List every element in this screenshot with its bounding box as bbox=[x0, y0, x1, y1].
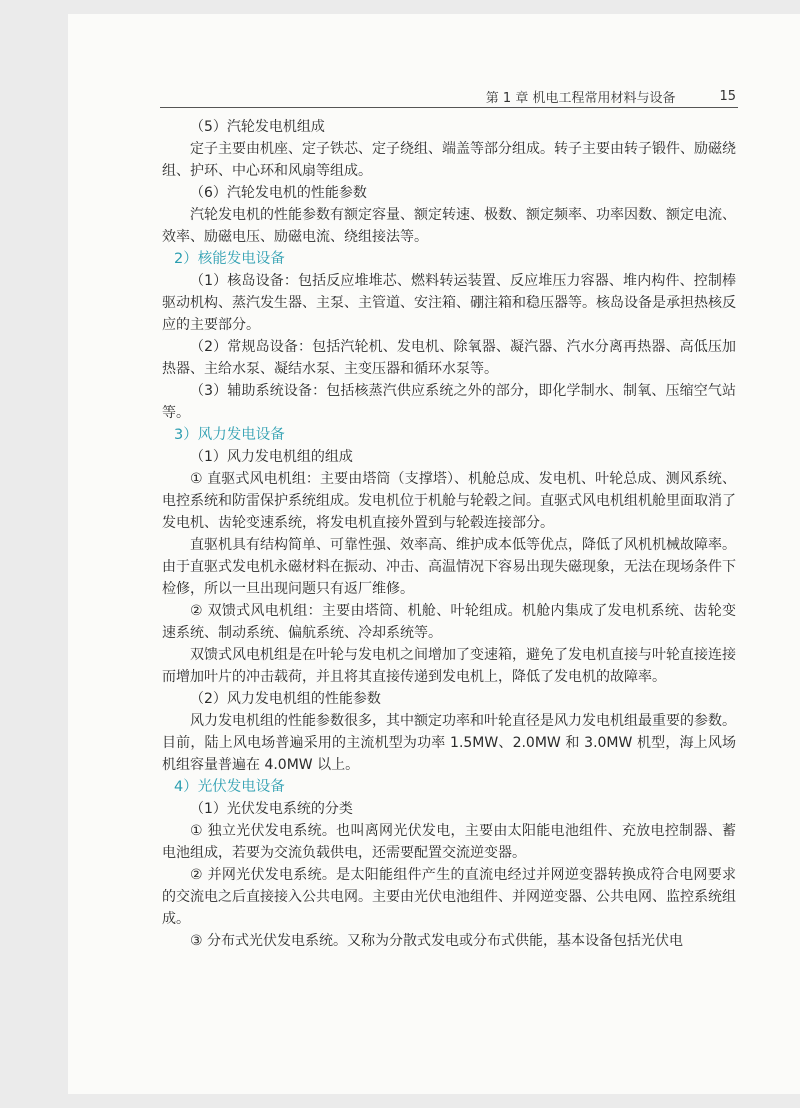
paragraph: 汽轮发电机的性能参数有额定容量、额定转速、极数、额定频率、功率因数、额定电流、效率、励磁电压、励磁电流、绕组接法等。 bbox=[162, 207, 736, 245]
paragraph: 直驱机具有结构简单、可靠性强、效率高、维护成本低等优点，降低了风机机械故障率。由于直驱式发电机永磁材料在振动、冲击、高温情况下容易出现失磁现象，无法在现场条件下检修，所以一旦出现问题只有返厂维修。 bbox=[162, 537, 736, 597]
paragraph: ① 独立光伏发电系统。也叫离网光伏发电，主要由太阳能电池组件、充放电控制器、蓄电池组成，若要为交流负载供电，还需要配置交流逆变器。 bbox=[162, 823, 736, 861]
subheading-6: （6）汽轮发电机的性能参数 bbox=[190, 185, 367, 201]
running-header bbox=[156, 84, 736, 108]
section-heading-pv: 4）光伏发电设备 bbox=[174, 779, 285, 795]
subheading-pv-classification: （1）光伏发电系统的分类 bbox=[190, 801, 353, 817]
paragraph: ① 直驱式风电机组：主要由塔筒（支撑塔）、机舱总成、发电机、叶轮总成、测风系统、电控系统和防雷保护系统组成。发电机位于机舱与轮毂之间。直驱式风电机组机舱里面取消了发电机、齿轮变速系统，将发电机直接外置到与轮毂连接部分。 bbox=[162, 471, 736, 531]
subheading-wind-parameters: （2）风力发电机组的性能参数 bbox=[190, 691, 381, 707]
header-rule bbox=[160, 107, 738, 108]
paragraph: （1）核岛设备：包括反应堆堆芯、燃料转运装置、反应堆压力容器、堆内构件、控制棒驱动机构、蒸汽发生器、主泵、主管道、安注箱、硼注箱和稳压器等。核岛设备是承担热核反应的主要部分。 bbox=[162, 273, 736, 333]
paragraph: 双馈式风电机组是在叶轮与发电机之间增加了变速箱，避免了发电机直接与叶轮直接连接而增加叶片的冲击载荷，并且将其直接传递到发电机上，降低了发电机的故障率。 bbox=[162, 647, 736, 685]
paragraph: （3）辅助系统设备：包括核蒸汽供应系统之外的部分，即化学制水、制氧、压缩空气站等。 bbox=[162, 383, 736, 421]
chapter-title: 第 1 章 机电工程常用材料与设备 bbox=[485, 90, 676, 106]
paragraph: ③ 分布式光伏发电系统。又称为分散式发电或分布式供能，基本设备包括光伏电 bbox=[190, 933, 683, 949]
body-text bbox=[162, 116, 736, 952]
page-number: 15 bbox=[719, 88, 736, 104]
paragraph: 风力发电机组的性能参数很多，其中额定功率和叶轮直径是风力发电机组最重要的参数。目前，陆上风电场普遍采用的主流机型为功率 1.5MW、2.0MW 和 3.0MW 机型，海上风场机组容量普遍在 4.0MW 以上。 bbox=[162, 713, 736, 773]
subheading-wind-composition: （1）风力发电机组的组成 bbox=[190, 449, 353, 465]
subheading-5: （5）汽轮发电机组成 bbox=[190, 119, 325, 135]
paragraph: ② 双馈式风电机组：主要由塔筒、机舱、叶轮组成。机舱内集成了发电机系统、齿轮变速系统、制动系统、偏航系统、冷却系统等。 bbox=[162, 603, 736, 641]
paragraph: 定子主要由机座、定子铁芯、定子绕组、端盖等部分组成。转子主要由转子锻件、励磁绕组、护环、中心环和风扇等组成。 bbox=[162, 141, 736, 179]
section-heading-wind: 3）风力发电设备 bbox=[174, 427, 285, 443]
paragraph: ② 并网光伏发电系统。是太阳能组件产生的直流电经过并网逆变器转换成符合电网要求的交流电之后直接接入公共电网。主要由光伏电池组件、并网逆变器、公共电网、监控系统组成。 bbox=[162, 867, 736, 927]
section-heading-nuclear: 2）核能发电设备 bbox=[174, 251, 285, 267]
paragraph: （2）常规岛设备：包括汽轮机、发电机、除氧器、凝汽器、汽水分离再热器、高低压加热器、主给水泵、凝结水泵、主变压器和循环水泵等。 bbox=[162, 339, 736, 377]
